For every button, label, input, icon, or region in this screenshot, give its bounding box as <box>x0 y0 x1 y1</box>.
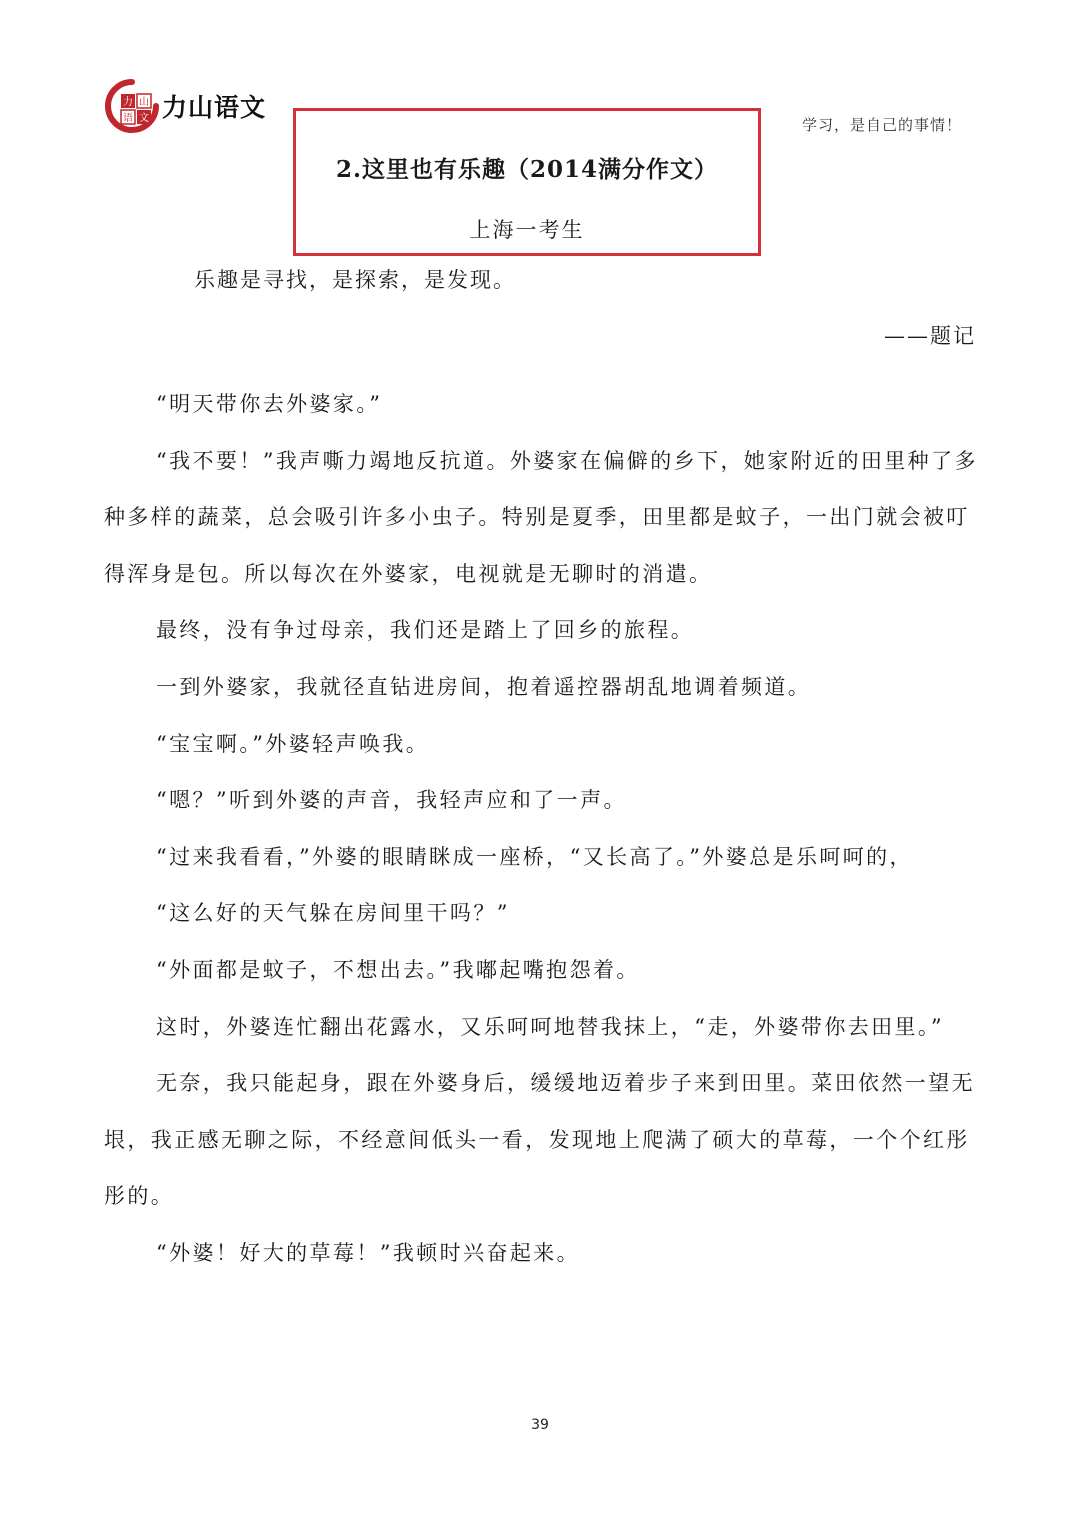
paragraph: 一到外婆家，我就径直钻进房间，抱着遥控器胡乱地调着频道。 <box>156 674 812 699</box>
logo-glyph-4: 文 <box>139 113 149 124</box>
paragraph: “过来我看看，”外婆的眼睛眯成一座桥，“又长高了。”外婆总是乐呵呵的， <box>156 844 913 869</box>
logo-glyph-2: 山 <box>139 97 149 108</box>
paragraph: “嗯？”听到外婆的声音，我轻声应和了一声。 <box>156 788 627 813</box>
epigraph-text: 乐趣是寻找，是探索，是发现。 <box>194 268 516 292</box>
brand-name: 力山语文 <box>162 93 267 122</box>
paragraph: “宝宝啊。”外婆轻声唤我。 <box>156 731 430 756</box>
paragraph: “外面都是蚊子，不想出去。”我嘟起嘴抱怨着。 <box>156 957 640 982</box>
paragraph: “这么好的天气躲在房间里干吗？” <box>156 901 510 926</box>
paragraph: 最终，没有争过母亲，我们还是踏上了回乡的旅程。 <box>156 618 695 643</box>
logo-glyph-3: 语 <box>123 113 133 124</box>
article-body <box>104 376 978 1282</box>
epigraph-signature: ——题记 <box>884 324 976 348</box>
logo-mark-icon <box>104 78 160 134</box>
logo-glyph-1: 力 <box>123 97 133 108</box>
brand-logo <box>104 78 304 138</box>
slogan: 学习，是自己的事情！ <box>801 116 962 134</box>
article-title: 2.这里也有乐趣（2014满分作文） <box>335 156 719 183</box>
title-box <box>293 108 761 256</box>
paragraph: 无奈，我只能起身，跟在外婆身后，缓缓地迈着步子来到田里。菜田依然一望无垠，我正感无聊之际，不经意间低头一看，发现地上爬满了硕大的草莓，一个个红彤彤的。 <box>104 1071 975 1209</box>
paragraph: 这时，外婆连忙翻出花露水，又乐呵呵地替我抹上，“走，外婆带你去田里。” <box>156 1014 944 1039</box>
article-author: 上海一考生 <box>469 218 585 242</box>
page-number: 39 <box>531 1417 549 1433</box>
paragraph: “外婆！好大的草莓！”我顿时兴奋起来。 <box>156 1240 581 1265</box>
paragraph: “我不要！”我声嘶力竭地反抗道。外婆家在偏僻的乡下，她家附近的田里种了多种多样的蔬菜，总会吸引许多小虫子。特别是夏季，田里都是蚊子，一出门就会被叮得浑身是包。所以每次在外婆家，电视就是无聊时的消遣。 <box>104 448 978 586</box>
paragraph: “明天带你去外婆家。” <box>156 392 383 416</box>
